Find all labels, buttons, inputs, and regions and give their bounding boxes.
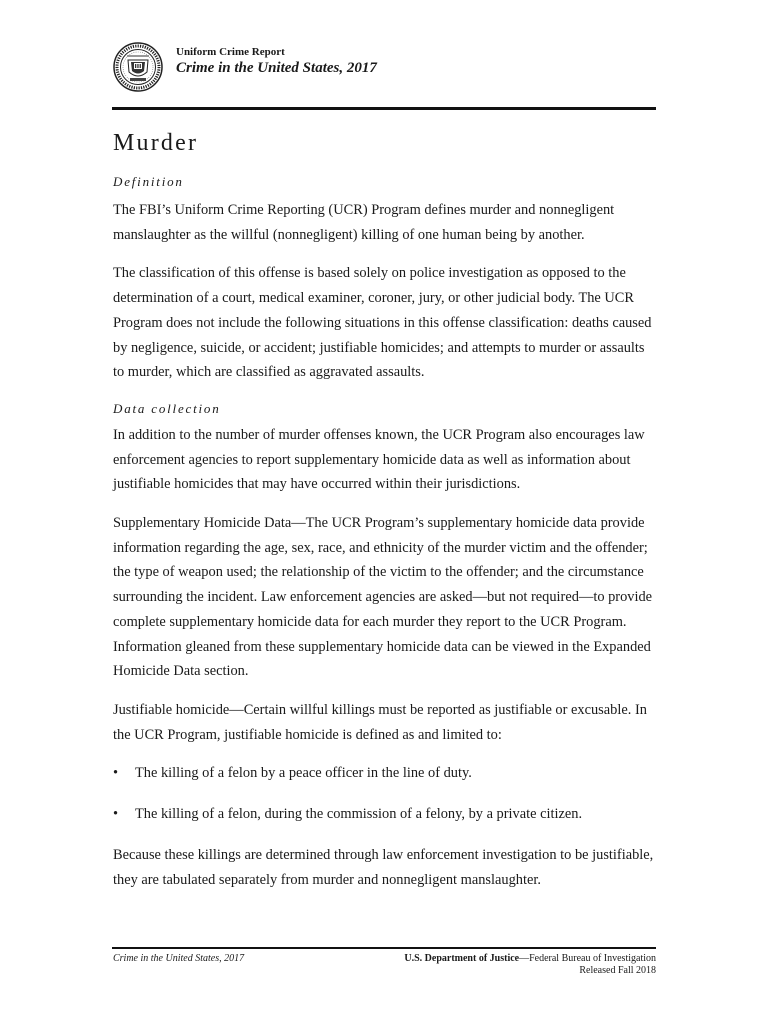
justifiable-homicide-paragraph: Justifiable homicide—Certain willful killings must be reported as justifiable or excusable. In the UCR Program, justifiable homicide is defined as and limited to: (113, 701, 647, 743)
list-item-text: The killing of a felon by a peace officer in the line of duty. (135, 765, 472, 782)
data-collection-heading: Data collection (113, 400, 221, 416)
footer-agency (404, 953, 656, 977)
publication-title: Crime in the United States, 2017 (176, 60, 377, 76)
list-item (113, 802, 658, 826)
definition-heading: Definition (113, 174, 184, 189)
footer-release-date: Released Fall 2018 (579, 965, 656, 976)
report-name: Uniform Crime Report (176, 46, 285, 58)
footer-department: U.S. Department of Justice (404, 953, 520, 964)
footer-bureau: —Federal Bureau of Investigation (519, 953, 656, 964)
bullet-marker: • (113, 806, 119, 823)
list-item (113, 761, 658, 785)
data-collection-paragraph: In addition to the number of murder offenses known, the UCR Program also encourages law enforcement agencies to report supplementary homicide data as well as information about justifiable homicides that may have occurred within their jurisdictions. (113, 426, 645, 493)
fbi-seal-icon (113, 42, 163, 92)
definition-paragraph: The FBI’s Uniform Crime Reporting (UCR) Program defines murder and nonnegligent manslaughter as the willful (nonnegligent) killing of one human being by another. (113, 202, 615, 243)
supplementary-homicide-paragraph: Supplementary Homicide Data—The UCR Program’s supplementary homicide data provide information regarding the age, sex, race, and ethnicity of the murder victim and the offender; the type of weapon used; the relationship of the victim to the offender; and the circumstance surrounding the incident. Law enforcement agencies are asked—but not required—to provide complete supplementary homicide data for each murder they report to the UCR Program. Information gleaned from these supplementary homicide data can be viewed in the Expanded Homicide Data section. (113, 515, 653, 680)
main-content (113, 126, 658, 907)
justifiable-homicide-list (113, 761, 658, 826)
closing-paragraph: Because these killings are determined through law enforcement investigation to be justifiable, they are tabulated separately from murder and nonnegligent manslaughter. (113, 847, 654, 889)
footer-divider (112, 947, 656, 949)
header-divider (112, 107, 656, 110)
footer-agency-line (404, 953, 656, 965)
page-title: Murder (113, 130, 199, 156)
bullet-marker: • (113, 765, 119, 782)
list-item-text: The killing of a felon, during the commission of a felony, by a private citizen. (135, 806, 583, 823)
classification-paragraph: The classification of this offense is based solely on police investigation as opposed to the determination of a court, medical examiner, coroner, jury, or other judicial body. The UCR Program does not include the following situations in this offense classification: deaths caused by negligence, suicide, or accident; justifiable homicides; and attempts to murder or assaults to murder, which are classified as aggravated assaults. (113, 265, 652, 381)
footer-publication: Crime in the United States, 2017 (113, 953, 245, 964)
